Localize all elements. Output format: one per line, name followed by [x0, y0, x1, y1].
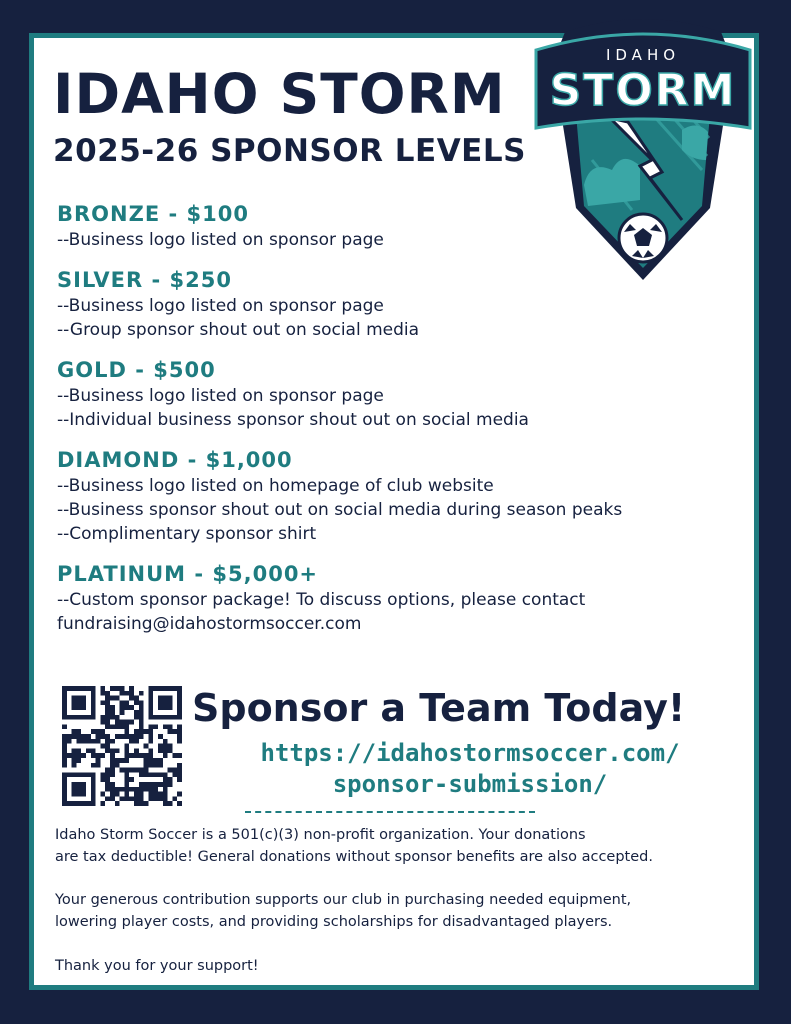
- qr-code[interactable]: [62, 686, 182, 806]
- level-benefit: --Business logo listed on sponsor page: [57, 386, 384, 406]
- fundraising-email-link[interactable]: fundraising@idahostormsoccer.com: [57, 614, 362, 634]
- level-name: SILVER - $250: [57, 268, 232, 292]
- support-line: Your generous contribution supports our club in purchasing needed equipment,: [55, 892, 632, 908]
- level-name: BRONZE - $100: [57, 202, 249, 226]
- nonprofit-line: Idaho Storm Soccer is a 501(c)(3) non-profit organization. Your donations: [55, 827, 586, 843]
- level-benefit: --Group sponsor shout out on social media: [57, 320, 420, 340]
- level-name: GOLD - $500: [57, 358, 216, 382]
- page-subtitle: 2025-26 SPONSOR LEVELS: [53, 133, 526, 169]
- level-benefit: --Business sponsor shout out on social media during season peaks: [57, 500, 623, 520]
- support-paragraph: [55, 889, 755, 933]
- thank-you-text: Thank you for your support!: [55, 958, 259, 974]
- page-title: IDAHO STORM: [53, 62, 506, 126]
- level-benefit: --Individual business sponsor shout out on social media: [57, 410, 529, 430]
- level-bronze: [57, 200, 747, 252]
- nonprofit-line: are tax deductible! General donations without sponsor benefits are also accepted.: [55, 849, 653, 865]
- nonprofit-paragraph: [55, 824, 755, 868]
- url-line-1[interactable]: https://idahostormsoccer.com/: [260, 739, 680, 767]
- level-benefit: --Complimentary sponsor shirt: [57, 524, 317, 544]
- sponsor-submission-url[interactable]: [195, 738, 745, 800]
- level-benefit: --Business logo listed on sponsor page: [57, 296, 384, 316]
- level-benefit: --Business logo listed on homepage of club website: [57, 476, 494, 496]
- logo-main-text: STORM: [549, 65, 737, 116]
- level-name: DIAMOND - $1,000: [57, 448, 293, 472]
- level-platinum: [57, 560, 747, 636]
- logo-top-text: IDAHO: [605, 46, 681, 64]
- dashed-divider: [245, 811, 535, 813]
- level-name: PLATINUM - $5,000+: [57, 562, 319, 586]
- level-benefit: --Custom sponsor package! To discuss options, please contact: [57, 590, 586, 610]
- sponsor-levels-list: [57, 200, 747, 650]
- level-gold: [57, 356, 747, 432]
- level-diamond: [57, 446, 747, 546]
- url-line-2[interactable]: sponsor-submission/: [332, 770, 608, 798]
- level-benefit: --Business logo listed on sponsor page: [57, 230, 384, 250]
- sponsor-cta-heading: Sponsor a Team Today!: [192, 686, 686, 730]
- level-silver: [57, 266, 747, 342]
- support-line: lowering player costs, and providing scholarships for disadvantaged players.: [55, 914, 613, 930]
